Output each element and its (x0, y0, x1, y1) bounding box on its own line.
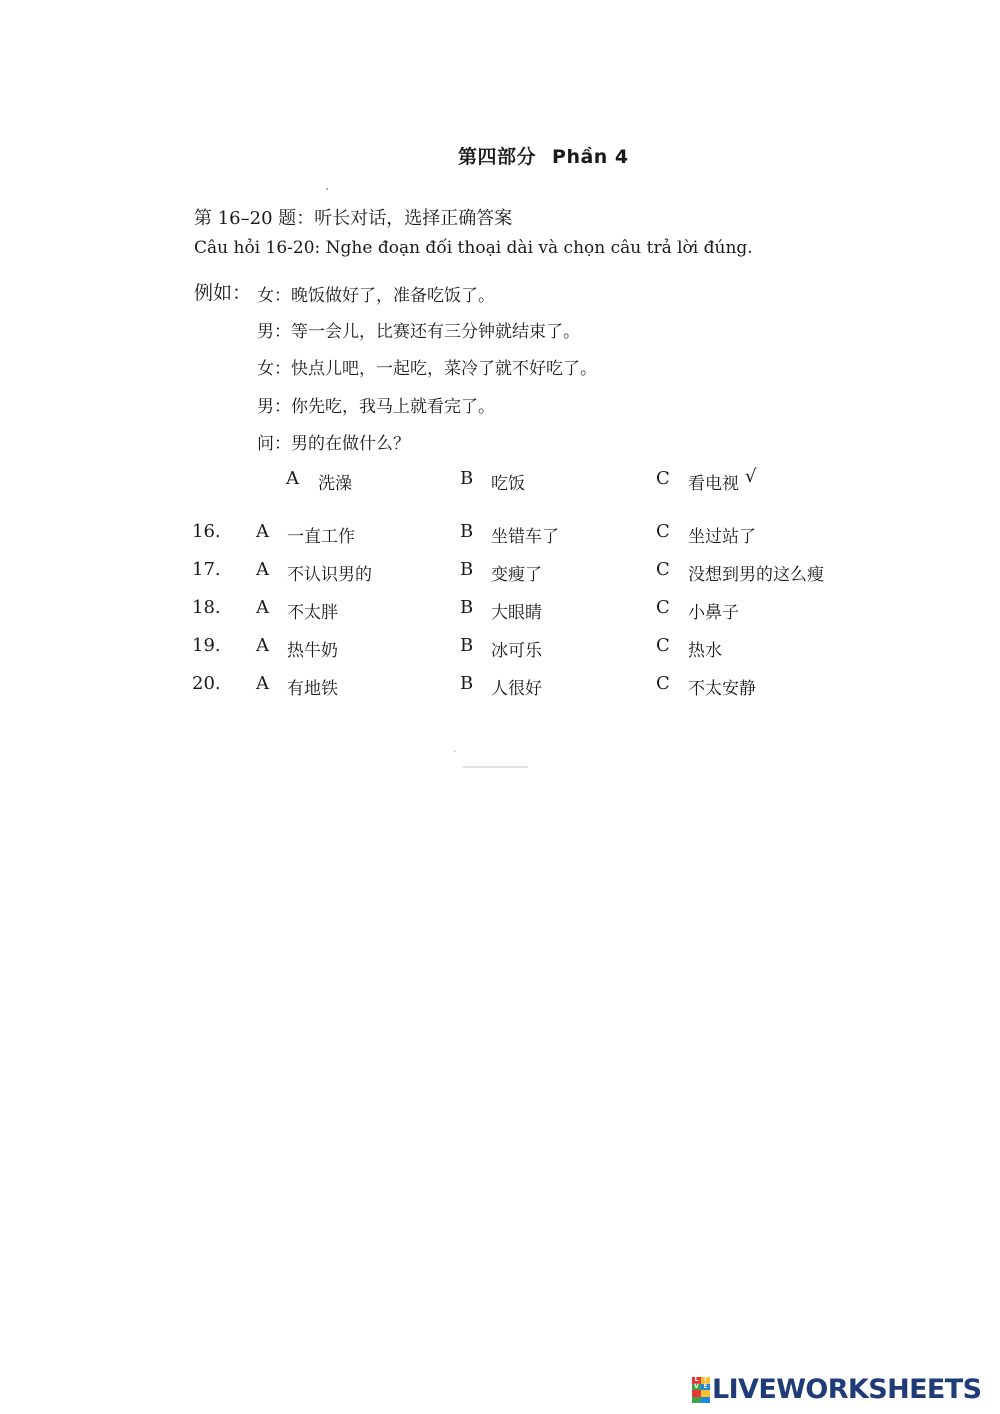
instruction-zh: 第 16–20 题：听长对话，选择正确答案 (194, 208, 513, 229)
check-mark-icon: √ (745, 466, 757, 487)
example-label: 例如： (194, 282, 252, 304)
option-a-text[interactable]: 热牛奶 (287, 641, 338, 661)
logo-icon-letter: L (692, 1377, 701, 1384)
logo-icon-block (692, 1397, 701, 1404)
option-letter: B (460, 635, 474, 656)
heading-part-zh: 第四部分 (458, 146, 537, 168)
option-letter: B (460, 597, 474, 618)
option-a-text[interactable]: 不太胖 (287, 603, 338, 623)
option-a-text[interactable]: 有地铁 (287, 679, 338, 699)
scan-smudge (462, 766, 528, 768)
example-dialogue-line: 男：你先吃，我马上就看完了。 (257, 397, 495, 417)
option-a-text[interactable]: 不认识男的 (287, 565, 372, 585)
option-b-text[interactable]: 变瘦了 (491, 565, 542, 585)
example-option-letter: B (460, 468, 474, 489)
option-b-text[interactable]: 人很好 (491, 679, 542, 699)
option-letter: A (256, 635, 269, 656)
example-option-letter: C (656, 468, 670, 489)
example-dialogue-line: 男：等一会儿，比赛还有三分钟就结束了。 (257, 322, 580, 342)
liveworksheets-icon (692, 1377, 710, 1403)
option-letter: B (460, 521, 474, 542)
option-b-text[interactable]: 冰可乐 (491, 641, 542, 661)
question-number: 16. (192, 521, 221, 542)
option-letter: C (656, 635, 670, 656)
example-dialogue-line: 女：晚饭做好了，准备吃饭了。 (257, 286, 495, 306)
option-letter: B (460, 673, 474, 694)
instruction-vi: Câu hỏi 16-20: Nghe đoạn đối thoại dài và chọn câu trả lời đúng. (194, 238, 753, 258)
option-c-text[interactable]: 热水 (688, 641, 722, 661)
example-option-text: 吃饭 (491, 474, 525, 494)
option-b-text[interactable]: 大眼睛 (491, 603, 542, 623)
section-heading (458, 142, 629, 169)
question-number: 17. (192, 559, 221, 580)
question-number: 20. (192, 673, 221, 694)
option-letter: A (256, 521, 269, 542)
option-letter: A (256, 597, 269, 618)
logo-icon-letter: I (701, 1377, 710, 1384)
liveworksheets-logo[interactable] (692, 1376, 981, 1404)
option-letter: B (460, 559, 474, 580)
option-letter: A (256, 559, 269, 580)
example-option-text: 看电视 (688, 474, 739, 494)
example-option-letter: A (286, 468, 299, 489)
option-c-text[interactable]: 坐过站了 (688, 527, 756, 547)
option-b-text[interactable]: 坐错车了 (491, 527, 559, 547)
heading-part-vi: Phần 4 (552, 146, 629, 168)
scan-dot (454, 750, 456, 752)
logo-icon-block (701, 1397, 710, 1404)
option-c-text[interactable]: 小鼻子 (688, 603, 739, 623)
option-letter: C (656, 673, 670, 694)
option-letter: A (256, 673, 269, 694)
example-question: 问：男的在做什么？ (257, 434, 410, 454)
logo-icon-letter: V (692, 1384, 701, 1391)
option-letter: C (656, 597, 670, 618)
option-c-text[interactable]: 不太安静 (688, 679, 756, 699)
scan-dot (326, 188, 328, 190)
option-c-text[interactable]: 没想到男的这么瘦 (688, 565, 824, 585)
option-a-text[interactable]: 一直工作 (287, 527, 355, 547)
question-number: 18. (192, 597, 221, 618)
logo-text: LIVEWORKSHEETS (712, 1374, 982, 1405)
example-dialogue-line: 女：快点儿吧，一起吃，菜冷了就不好吃了。 (257, 359, 597, 379)
question-number: 19. (192, 635, 221, 656)
logo-icon-letter: E (701, 1384, 710, 1391)
option-letter: C (656, 521, 670, 542)
example-option-text: 洗澡 (318, 474, 352, 494)
option-letter: C (656, 559, 670, 580)
